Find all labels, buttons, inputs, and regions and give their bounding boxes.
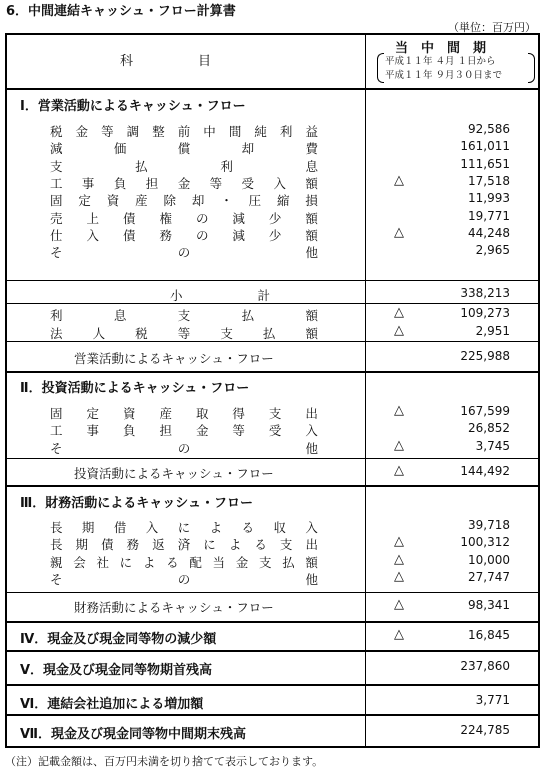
- label-char: 期: [81, 520, 95, 535]
- left-bracket: [377, 53, 384, 83]
- label-char: 出: [305, 406, 318, 421]
- line-item-amount: 27,747: [468, 569, 510, 584]
- label-char: 調: [126, 124, 140, 139]
- negative-mark: △: [394, 224, 404, 240]
- label-char: 入: [305, 520, 318, 535]
- label-char: 額: [305, 325, 318, 341]
- label-char: 産: [159, 406, 172, 421]
- label-char: 圧: [248, 193, 262, 209]
- line-item-label: [50, 122, 318, 140]
- total-amount: 144,492: [460, 464, 510, 478]
- row-divider: [5, 684, 540, 686]
- label-char: 取: [195, 406, 209, 421]
- label-char: 負: [113, 175, 127, 191]
- label-char: 支: [258, 554, 272, 570]
- line-item-amount: 19,771: [468, 208, 510, 223]
- section-total-label: Ⅶ．現金及び現金同等物中間期末残高: [20, 727, 247, 742]
- unit-label: （単位：百万円）: [448, 21, 536, 34]
- label-char: 少: [268, 210, 282, 226]
- total-label: 投資活動によるキャッシュ・フロー: [74, 466, 274, 481]
- label-char: 前: [177, 124, 191, 139]
- row-divider: [5, 371, 540, 373]
- label-char: の: [177, 440, 191, 456]
- line-item-amount: 161,011: [460, 139, 510, 154]
- label-char: 払: [241, 308, 255, 323]
- label-char: 負: [122, 423, 136, 439]
- label-char: 借: [113, 520, 127, 535]
- label-char: 収: [273, 520, 286, 535]
- subject-header: 科 目: [120, 54, 212, 69]
- label-char: 当: [212, 554, 226, 570]
- total-amount: 225,988: [460, 349, 510, 363]
- line-item-label: [50, 174, 318, 192]
- section-total-amount: 237,860: [460, 659, 510, 673]
- line-item-amount: 2,951: [475, 323, 510, 338]
- label-char: に: [203, 537, 216, 553]
- label-char: 金: [235, 554, 249, 570]
- section-2-title: Ⅱ．投資活動によるキャッシュ・フロー: [20, 381, 250, 396]
- row-divider: [5, 303, 540, 304]
- label-char: 除: [163, 193, 177, 209]
- line-item-label: [50, 191, 318, 209]
- line-item-amount: 100,312: [460, 535, 510, 550]
- label-char: 息: [305, 158, 318, 174]
- column-divider: [365, 33, 366, 748]
- label-char: [243, 286, 256, 304]
- label-char: 親: [50, 554, 63, 570]
- label-char: 社: [96, 554, 109, 570]
- label-char: 務: [159, 227, 172, 243]
- line-item-amount: 2,965: [475, 243, 510, 258]
- label-char: の: [195, 227, 209, 243]
- section-total-amount: 3,771: [475, 693, 510, 707]
- label-char: 出: [305, 537, 318, 553]
- line-item-label: [50, 404, 318, 422]
- label-char: 返: [152, 537, 165, 553]
- period-to: 平成１１年 ９月３０日まで: [385, 70, 503, 81]
- label-char: 事: [86, 423, 99, 439]
- label-char: の: [195, 210, 209, 226]
- label-char: 減: [232, 227, 245, 243]
- line-item-label: [50, 324, 318, 342]
- label-char: 償: [177, 141, 191, 157]
- label-char: 人: [92, 325, 106, 341]
- label-char: そ: [50, 571, 63, 587]
- label-char: 工: [50, 175, 63, 191]
- label-char: に: [177, 520, 191, 535]
- row-divider: [5, 650, 540, 652]
- label-char: 受: [241, 175, 255, 191]
- section-total-label: Ⅴ．現金及び現金同等物期首残高: [20, 663, 213, 678]
- label-char: 債: [122, 210, 136, 226]
- label-char: そ: [50, 245, 63, 261]
- label-char: 支: [177, 308, 191, 323]
- subtotal-amount: 338,213: [460, 286, 510, 300]
- label-char: 益: [305, 124, 318, 139]
- label-char: 売: [50, 210, 63, 226]
- line-item-label: [50, 306, 318, 324]
- label-char: 額: [305, 210, 318, 226]
- label-char: 支: [268, 406, 282, 421]
- row-divider: [5, 280, 540, 281]
- label-char: 計: [257, 288, 270, 303]
- section-1-title: Ⅰ．営業活動によるキャッシュ・フロー: [20, 99, 246, 114]
- row-divider: [5, 485, 540, 487]
- line-item-amount: 26,852: [468, 421, 510, 436]
- label-char: 上: [86, 210, 99, 226]
- line-item-label: [50, 209, 318, 227]
- line-item-amount: 44,248: [468, 225, 510, 240]
- label-char: 支: [279, 537, 293, 553]
- label-char: る: [166, 554, 179, 570]
- label-char: 純: [254, 124, 267, 139]
- label-char: [214, 286, 227, 304]
- line-item-amount: 3,745: [475, 438, 510, 453]
- negative-mark: △: [394, 172, 404, 188]
- label-char: 息: [113, 308, 127, 323]
- label-char: そ: [50, 440, 63, 456]
- label-char: 長: [50, 520, 63, 535]
- period-header: 当 中 間 期: [395, 41, 487, 56]
- label-char: 小: [170, 288, 183, 303]
- negative-mark: △: [394, 463, 404, 478]
- line-item-label: [50, 157, 318, 175]
- label-char: 工: [50, 423, 63, 439]
- negative-mark: △: [394, 551, 404, 567]
- label-char: 事: [81, 175, 95, 191]
- label-char: [228, 286, 241, 304]
- negative-mark: △: [394, 305, 404, 320]
- total-label: 財務活動によるキャッシュ・フロー: [74, 600, 274, 615]
- section-total-amount: 224,785: [460, 723, 510, 737]
- label-char: 権: [159, 210, 172, 226]
- label-char: 他: [305, 245, 318, 261]
- label-char: 資: [122, 406, 136, 421]
- footnote: （注）記載金額は、百万円未満を切り捨てて表示しております。: [5, 755, 324, 768]
- label-char: 固: [50, 193, 63, 209]
- negative-mark: △: [394, 534, 404, 550]
- label-char: 等: [209, 175, 223, 191]
- label-char: 定: [86, 406, 99, 421]
- line-item-amount: 39,718: [468, 518, 510, 532]
- label-char: 法: [50, 325, 63, 341]
- negative-mark: △: [394, 403, 404, 418]
- label-char: 務: [126, 537, 140, 553]
- line-item-amount: 111,651: [460, 156, 510, 171]
- label-char: よ: [142, 554, 156, 570]
- right-bracket: [528, 53, 535, 83]
- label-char: 他: [305, 571, 318, 587]
- label-char: 中: [203, 124, 216, 139]
- subtotal-label: [170, 286, 270, 304]
- statement-title: 6．中間連結キャッシュ・フロー計算書: [6, 4, 236, 19]
- negative-mark: △: [394, 322, 404, 338]
- label-char: に: [119, 554, 133, 570]
- line-item-amount: 17,518: [468, 173, 510, 188]
- label-char: 等: [177, 325, 191, 341]
- label-char: 整: [152, 124, 165, 139]
- section-3-title: Ⅲ．財務活動によるキャッシュ・フロー: [20, 496, 254, 511]
- label-char: 債: [101, 537, 114, 553]
- label-char: 額: [305, 175, 318, 191]
- label-char: 債: [122, 227, 136, 243]
- label-char: 産: [135, 193, 148, 209]
- label-char: 資: [106, 193, 120, 209]
- label-char: 額: [305, 227, 318, 243]
- label-char: 払: [282, 554, 295, 570]
- line-item-label: [50, 421, 318, 439]
- line-item-amount: 167,599: [460, 404, 510, 418]
- label-char: 損: [305, 193, 318, 209]
- label-char: 定: [78, 193, 91, 209]
- label-char: 担: [159, 423, 172, 439]
- total-amount: 98,341: [468, 598, 510, 612]
- line-item-label: [50, 243, 318, 261]
- label-char: [199, 286, 212, 304]
- label-char: 利: [220, 158, 233, 174]
- label-char: 長: [50, 537, 63, 553]
- label-char: 入: [86, 227, 99, 243]
- label-char: 配: [189, 554, 202, 570]
- label-char: 少: [268, 227, 282, 243]
- label-char: 利: [279, 124, 293, 139]
- label-char: 等: [232, 423, 245, 439]
- label-char: [185, 286, 198, 304]
- label-char: 支: [220, 325, 233, 341]
- label-char: 払: [262, 325, 276, 341]
- row-divider: [5, 458, 540, 459]
- label-char: 減: [50, 141, 63, 157]
- label-char: 税: [135, 325, 148, 341]
- label-char: 他: [305, 440, 318, 456]
- negative-mark: △: [394, 627, 404, 642]
- label-char: 入: [145, 520, 159, 535]
- line-item-amount: 92,586: [468, 122, 510, 136]
- line-item-label: [50, 439, 318, 457]
- label-char: 得: [232, 406, 245, 421]
- label-char: 会: [73, 554, 86, 570]
- label-char: 仕: [50, 227, 63, 243]
- line-item-amount: 11,993: [468, 191, 510, 206]
- label-char: 金: [195, 423, 209, 439]
- negative-mark: △: [394, 568, 404, 584]
- line-item-label: [50, 226, 318, 244]
- line-item-label: [50, 535, 318, 553]
- row-divider: [5, 714, 540, 716]
- line-item-amount: 109,273: [460, 306, 510, 320]
- label-char: 金: [177, 175, 191, 191]
- label-char: 減: [232, 210, 245, 226]
- label-char: 費: [305, 141, 318, 157]
- row-divider: [5, 592, 540, 593]
- section-total-label: Ⅳ．現金及び現金同等物の減少額: [20, 632, 217, 647]
- negative-mark: △: [394, 437, 404, 453]
- line-item-label: [50, 553, 318, 571]
- label-char: 担: [145, 175, 159, 191]
- label-char: 入: [273, 175, 286, 191]
- label-char: 支: [50, 158, 63, 174]
- period-from: 平成１１年 ４月 １日から: [385, 56, 496, 67]
- label-char: 利: [50, 308, 63, 323]
- line-item-label: [50, 139, 318, 157]
- label-char: 額: [305, 554, 318, 570]
- label-char: 縮: [277, 193, 290, 209]
- row-divider: [5, 621, 540, 623]
- label-char: 入: [305, 423, 318, 439]
- label-char: 額: [305, 308, 318, 323]
- label-char: 期: [75, 537, 89, 553]
- label-char: よ: [209, 520, 223, 535]
- label-char: 金: [75, 124, 89, 139]
- label-char: よ: [228, 537, 242, 553]
- label-char: る: [254, 537, 267, 553]
- label-char: 却: [241, 141, 255, 157]
- label-char: 固: [50, 406, 63, 421]
- label-char: 税: [50, 124, 63, 139]
- label-char: ・: [220, 193, 233, 209]
- label-char: 間: [228, 124, 242, 139]
- label-char: 却: [191, 193, 205, 209]
- label-char: 払: [135, 158, 148, 174]
- label-char: 済: [177, 537, 191, 553]
- label-char: 等: [101, 124, 114, 139]
- section-total-label: Ⅵ．連結会社追加による増加額: [20, 697, 204, 712]
- negative-mark: △: [394, 597, 404, 612]
- line-item-label: [50, 518, 318, 536]
- label-char: 価: [113, 141, 127, 157]
- section-total-amount: 16,845: [468, 628, 510, 642]
- line-item-label: [50, 570, 318, 588]
- total-label: 営業活動によるキャッシュ・フロー: [74, 351, 274, 366]
- label-char: る: [241, 520, 255, 535]
- header-rule: [5, 88, 540, 90]
- line-item-amount: 10,000: [468, 552, 510, 567]
- label-char: の: [177, 245, 191, 261]
- label-char: 受: [268, 423, 282, 439]
- label-char: の: [177, 571, 191, 587]
- row-divider: [5, 341, 540, 342]
